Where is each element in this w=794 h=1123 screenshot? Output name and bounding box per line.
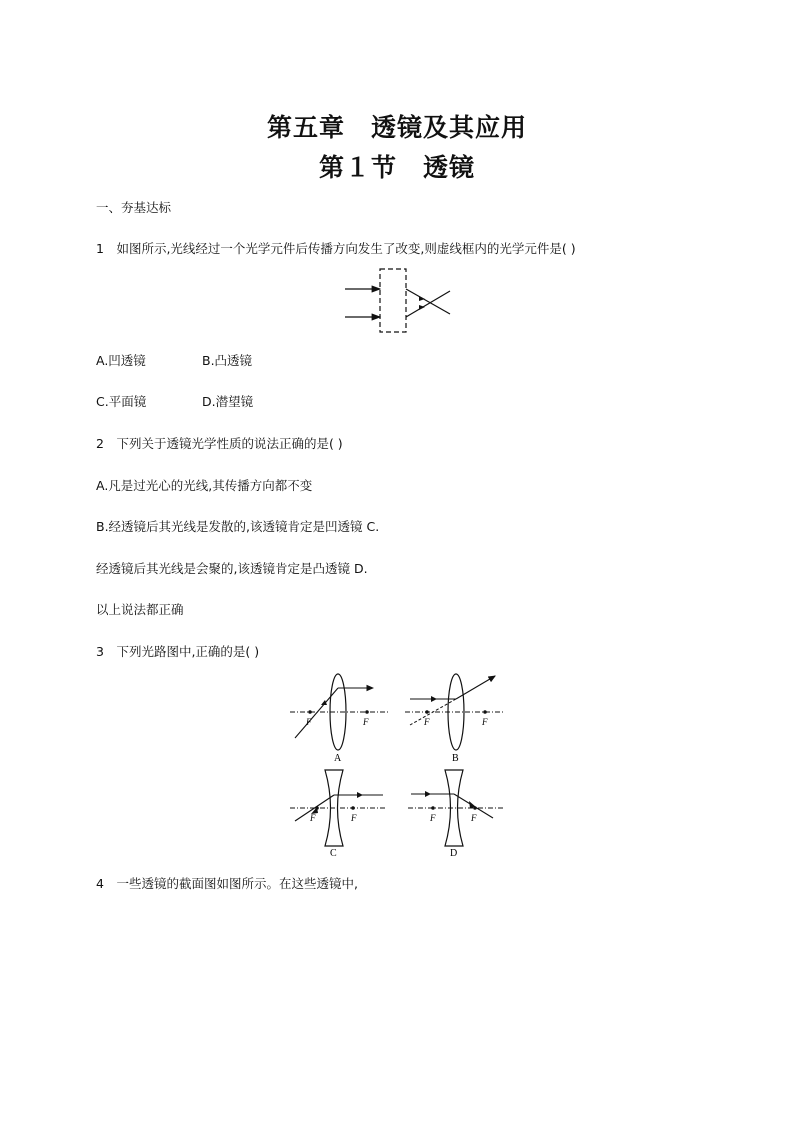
q3-stem: 3 下列光路图中,正确的是( ) [96,644,260,659]
q3-panel-b [405,674,505,764]
q3-d-label: D [450,848,458,859]
q3-c-focus-left-label: F [310,813,316,823]
q3-b-focus-left-label: F [424,717,430,727]
q3-d-focus-right-dot [473,806,477,810]
section-title: 第１节 透镜 [318,153,475,182]
q3-a-focus-right-label: F [363,717,369,727]
q3-c-arrowhead-out [357,792,363,798]
q1-option-a: A.凹透镜 [96,353,146,368]
q3-c-focus-left-dot [315,806,319,810]
q3-panel-d [408,770,505,859]
q3-a-focus-left-dot [308,710,312,714]
q3-d-focus-right-label: F [471,813,477,823]
q2-stem: 2 下列关于透镜光学性质的说法正确的是( ) [96,436,343,451]
chapter-title: 第五章 透镜及其应用 [266,113,527,142]
q1-exit-ray-1 [406,289,450,314]
q3-a-label: A [334,753,342,764]
q3-b-arrowhead-in [431,696,437,702]
q1-option-b: B.凸透镜 [202,353,253,368]
q1-figure [335,264,465,336]
q1-option-c: C.平面镜 [96,394,147,409]
q3-a-focus-left-label: F [306,717,312,727]
q3-d-arrowhead-in [425,791,431,797]
part-heading: 一、夯基达标 [96,200,172,215]
q3-a-focus-right-dot [365,710,369,714]
q3-d-focus-left-dot [431,806,435,810]
q2-line-4: 以上说法都正确 [96,602,184,617]
q3-b-focus-left-dot [425,710,429,714]
q3-c-focus-right-label: F [351,813,357,823]
q1-dashed-box [380,269,406,332]
q3-panel-c [290,770,385,859]
q3-b-label: B [452,753,459,764]
q3-figure [285,668,510,860]
q3-panel-a [290,674,390,764]
q1-option-d: D.潜望镜 [202,394,254,409]
q3-c-label: C [330,848,337,859]
q2-line-2: B.经透镜后其光线是发散的,该透镜肯定是凹透镜 C. [96,519,380,534]
q3-b-focus-right-label: F [482,717,488,727]
q3-c-focus-right-dot [351,806,355,810]
q1-exit-ray-2 [406,291,450,317]
q2-line-1: A.凡是过光心的光线,其传播方向都不变 [96,478,313,493]
q2-line-3: 经透镜后其光线是会聚的,该透镜肯定是凸透镜 D. [96,561,368,576]
q1-arrowhead-1 [419,296,425,301]
q3-d-focus-left-label: F [430,813,436,823]
q4-stem: 4 一些透镜的截面图如图所示。在这些透镜中, [96,876,358,891]
q3-b-focus-right-dot [483,710,487,714]
q1-stem: 1 如图所示,光线经过一个光学元件后传播方向发生了改变,则虚线框内的光学元件是( ) [96,241,576,256]
